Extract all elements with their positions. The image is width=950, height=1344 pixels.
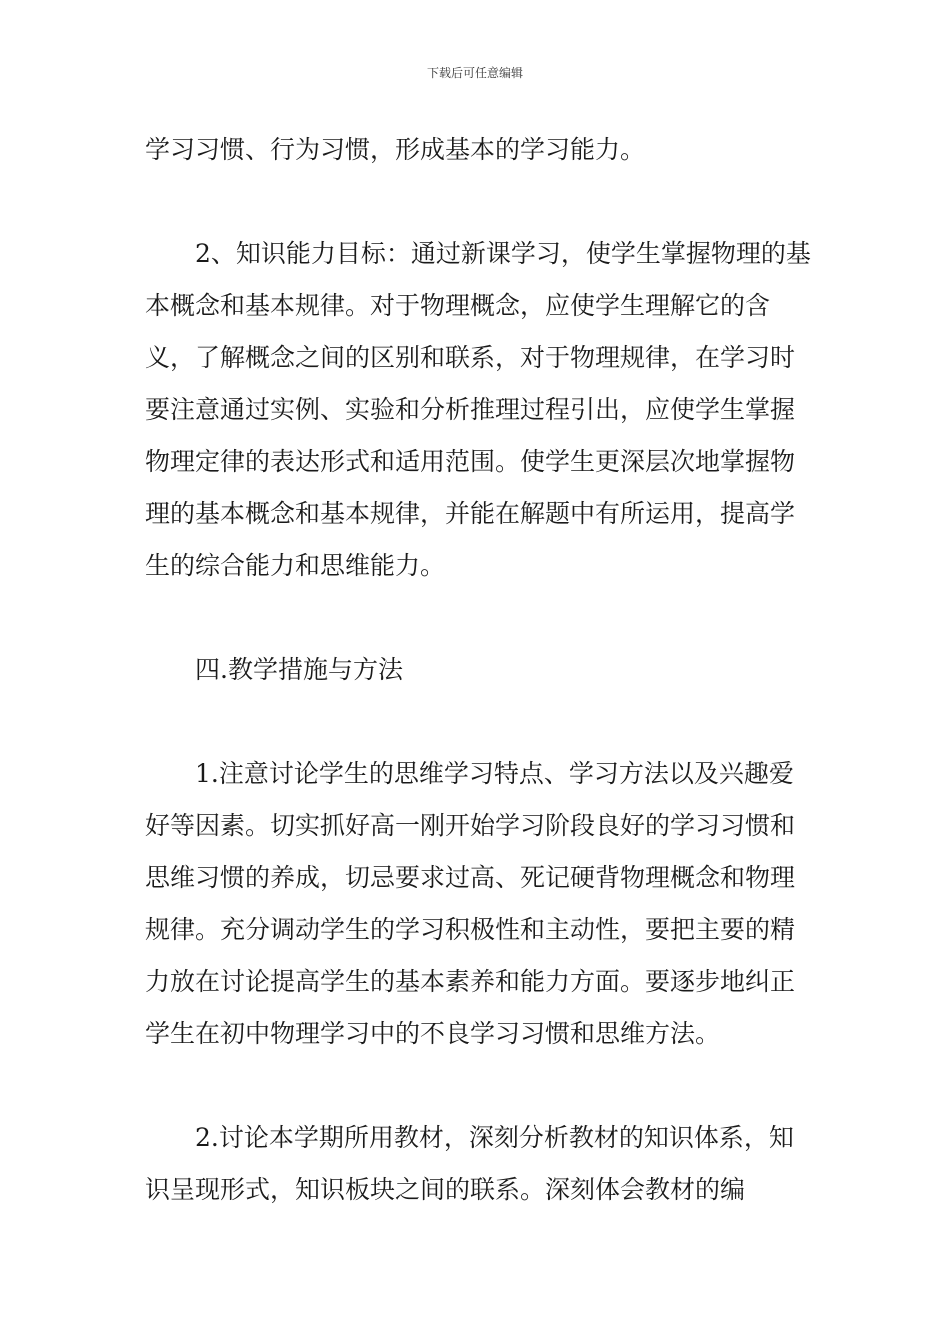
page-header: 下载后可任意编辑 [426, 66, 523, 80]
paragraph-gap [145, 1060, 815, 1112]
paragraph-measure-2: 2.讨论本学期所用教材，深刻分析教材的知识体系，知识呈现形式，知识板块之间的联系。深刻体会教材的编 [145, 1123, 794, 1204]
paragraph-continuation: 学习习惯、行为习惯，形成基本的学习能力。 [145, 135, 646, 164]
paragraph-gap [145, 592, 815, 644]
paragraph-gap [145, 176, 815, 228]
paragraph-knowledge-goal: 2、知识能力目标：通过新课学习，使学生掌握物理的基本概念和基本规律。对于物理概念，应使学生理解它的含义，了解概念之间的区别和联系，对于物理规律，在学习时要注意通过实例、实验和分析推理过程引出，应使学生掌握物理定律的表达形式和适用范围。使学生更深层次地掌握物理的基本概念和基本规律，并能在解题中有所运用，提高学生的综合能力和思维能力。 [145, 239, 811, 580]
section-heading-teaching-measures: 四.教学措施与方法 [195, 655, 403, 684]
paragraph-measure-1: 1.注意讨论学生的思维学习特点、学习方法以及兴趣爱好等因素。切实抓好高一刚开始学习阶段良好的学习习惯和思维习惯的养成，切忌要求过高、死记硬背物理概念和物理规律。充分调动学生的学习积极性和主动性，要把主要的精力放在讨论提高学生的基本素养和能力方面。要逐步地纠正学生在初中物理学习中的不良学习习惯和思维方法。 [145, 759, 796, 1048]
paragraph-gap [145, 696, 815, 748]
document-body [145, 124, 815, 1216]
